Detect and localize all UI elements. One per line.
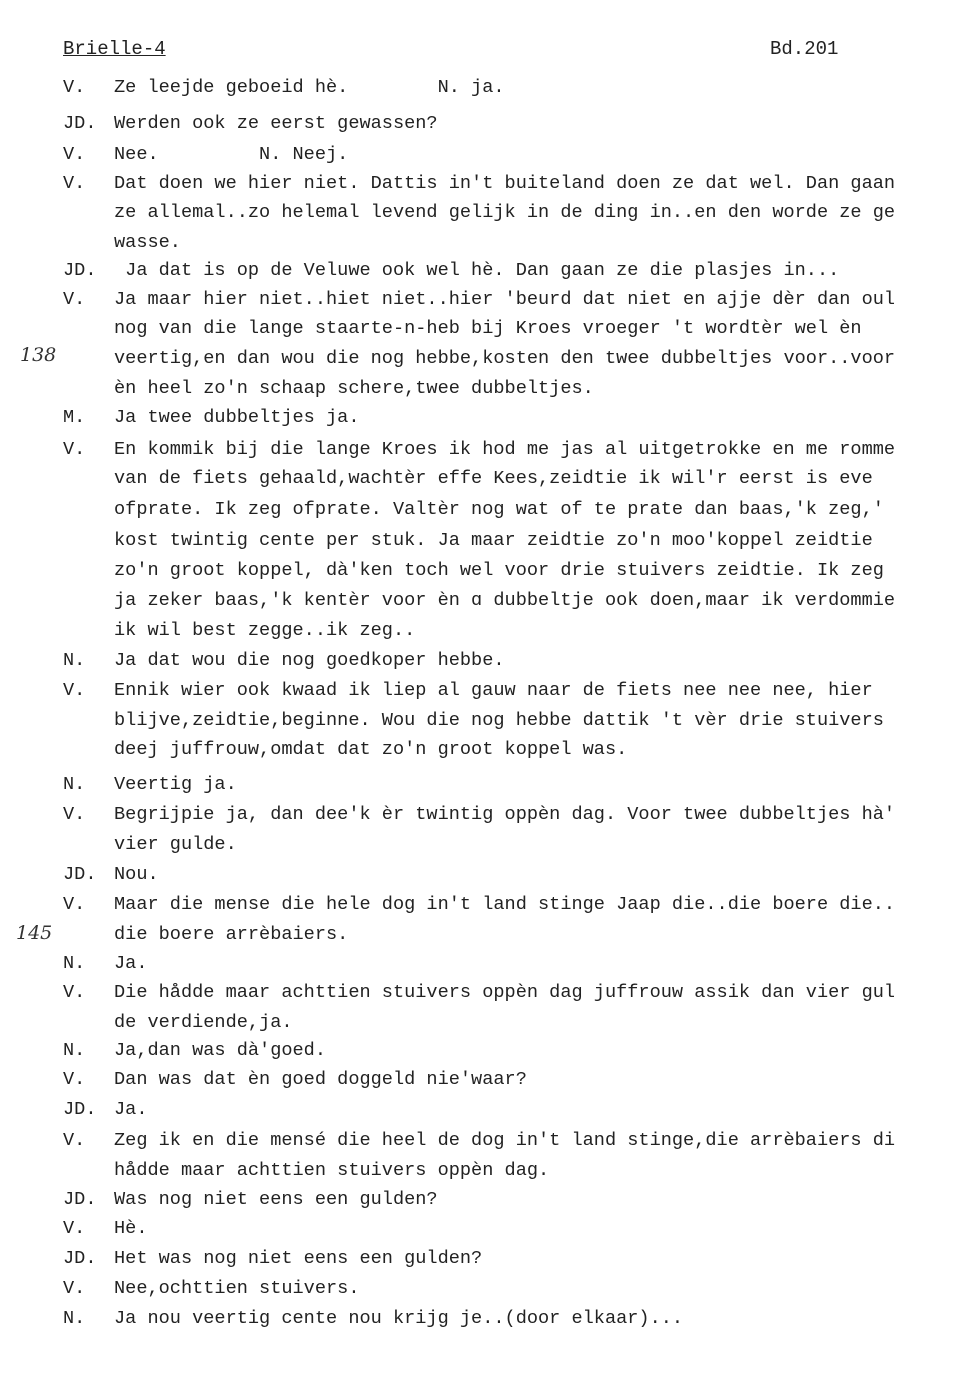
transcript-line [0,772,973,798]
line-text: Zeg ik en die mensé die heel de dog in't land stinge,die arrèbaiers di [114,1130,896,1151]
speaker-label: V. [63,804,86,825]
line-text: kost twintig cente per stuk. Ja maar zeidtie zo'n moo'koppel zeidtie [114,530,873,551]
line-text: Begrijpie ja, dan dee'k èr twintig oppèn dag. Voor twee dubbeltjes hà' [114,804,896,825]
line-text: Was nog niet eens een gulden? [114,1189,438,1210]
transcript-line [0,618,973,644]
line-text: die boere arrèbaiers. [114,924,349,945]
line-text: Ja,dan was dà'goed. [114,1040,327,1061]
transcript-line [0,405,973,431]
transcript-line [0,892,973,918]
transcript-line [0,678,973,704]
transcript-line [0,1216,973,1242]
transcript-line [0,1038,973,1064]
transcript-line [0,528,973,554]
margin-note: 145 [16,922,53,944]
transcript-line [0,1187,973,1213]
speaker-label: JD. [63,260,97,281]
transcript-line [0,1246,973,1272]
line-text: Ja twee dubbeltjes ja. [114,407,360,428]
speaker-label: N. [63,650,86,671]
transcript-line [0,1158,973,1184]
transcript-line [0,376,973,402]
transcript-line [0,1276,973,1302]
line-text: wasse. [114,232,181,253]
speaker-label: V. [63,439,86,460]
line-text: Ja. [114,1099,148,1120]
transcript-line [0,287,973,313]
line-text: zo'n groot koppel, dà'ken toch wel voor drie stuivers zeidtie. Ik zeg [114,560,884,581]
line-text: Nee. N. Neej. [114,144,349,165]
speaker-label: V. [63,144,86,165]
line-text: ofprate. Ik zeg ofprate. Valtèr nog wat of te prate dan baas,'k zeg,' [114,499,884,520]
transcript-line [0,316,973,342]
transcript-line [0,558,973,584]
line-text: Maar die mense die hele dog in't land stinge Jaap die..die boere die.. [114,894,896,915]
transcript-line [0,648,973,674]
header-reference: Bd.201 [770,38,839,60]
transcript-line [0,862,973,888]
margin-note: 138 [20,344,57,366]
line-text: Nou. [114,864,159,885]
speaker-label: V. [63,1218,86,1239]
line-text: van de fiets gehaald,wachtèr effe Kees,zeidtie ik wil'r eerst is eve [114,468,873,489]
line-text: En kommik bij die lange Kroes ik hod me jas al uitgetrokke en me romme [114,439,896,460]
speaker-label: N. [63,953,86,974]
transcript-line [0,142,973,168]
transcript-line [0,200,973,226]
speaker-label: V. [63,173,86,194]
line-text: Die hådde maar achttien stuivers oppèn dag juffrouw assik dan vier gul [114,982,896,1003]
transcript-line [0,951,973,977]
line-text: Dat doen we hier niet. Dattis in't buiteland doen ze dat wel. Dan gaan [114,173,896,194]
transcript-line [0,1128,973,1154]
transcript-line [0,832,973,858]
speaker-label: M. [63,407,86,428]
speaker-label: V. [63,982,86,1003]
transcript-line [0,1067,973,1093]
transcript-line [0,346,973,372]
transcript-line [0,466,973,492]
speaker-label: V. [63,289,86,310]
line-text: ik wil best zegge..ik zeg.. [114,620,416,641]
transcript-line [0,75,973,101]
transcript-line [0,980,973,1006]
transcript-line [0,230,973,256]
speaker-label: JD. [63,1099,97,1120]
line-text: hådde maar achttien stuivers oppèn dag. [114,1160,550,1181]
transcript-line [0,1010,973,1036]
transcript-line [0,737,973,763]
line-text: veertig,en dan wou die nog hebbe,kosten den twee dubbeltjes voor..voor [114,348,896,369]
line-text: èn heel zo'n schaap schere,twee dubbeltjes. [114,378,594,399]
line-text: Nee,ochttien stuivers. [114,1278,360,1299]
line-text: Ja maar hier niet..hiet niet..hier 'beurd dat niet en ajje dèr dan oul [114,289,896,310]
header-title: Brielle-4 [63,38,166,60]
line-text: Het was nog niet eens een gulden? [114,1248,483,1269]
line-text: Werden ook ze eerst gewassen? [114,113,438,134]
speaker-label: N. [63,1040,86,1061]
line-text: nog van die lange staarte-n-heb bij Kroes vroeger 't wordtèr wel èn [114,318,862,339]
speaker-label: V. [63,680,86,701]
line-text: blijve,zeidtie,beginne. Wou die nog hebbe dattik 't vèr drie stuivers [114,710,884,731]
speaker-label: N. [63,1308,86,1329]
transcript-line [0,802,973,828]
transcript-line [0,437,973,463]
speaker-label: N. [63,774,86,795]
transcript-line [0,588,973,614]
line-text: vier gulde. [114,834,237,855]
line-text: de verdiende,ja. [114,1012,293,1033]
transcript-line [0,708,973,734]
line-text: Ja dat is op de Veluwe ook wel hè. Dan gaan ze die plasjes in... [114,260,840,281]
transcript-line [0,1097,973,1123]
transcript-line [0,922,973,948]
line-text: ze allemal..zo helemal levend gelijk in de ding in..en den worde ze ge [114,202,896,223]
line-text: Ja. [114,953,148,974]
speaker-label: JD. [63,113,97,134]
speaker-label: V. [63,1130,86,1151]
line-text: Ja dat wou die nog goedkoper hebbe. [114,650,505,671]
line-text: deej juffrouw,omdat dat zo'n groot koppel was. [114,739,628,760]
speaker-label: V. [63,1278,86,1299]
transcript-line [0,1306,973,1332]
transcript-line [0,171,973,197]
speaker-label: V. [63,1069,86,1090]
line-text: Ze leejde geboeid hè. N. ja. [114,77,505,98]
transcript-line [0,258,973,284]
line-text: Dan was dat èn goed doggeld nie'waar? [114,1069,527,1090]
transcript-line [0,111,973,137]
line-text: Ja nou veertig cente nou krijg je..(door elkaar)... [114,1308,684,1329]
line-text: Veertig ja. [114,774,237,795]
speaker-label: JD. [63,864,97,885]
line-text: Hè. [114,1218,148,1239]
speaker-label: V. [63,894,86,915]
transcript-line [0,497,973,523]
speaker-label: JD. [63,1248,97,1269]
line-text: ja zeker baas,'k kentèr voor èn ɑ dubbeltje ook doen,maar ik verdommie [114,590,896,611]
speaker-label: V. [63,77,86,98]
line-text: Ennik wier ook kwaad ik liep al gauw naar de fiets nee nee nee, hier [114,680,873,701]
speaker-label: JD. [63,1189,97,1210]
